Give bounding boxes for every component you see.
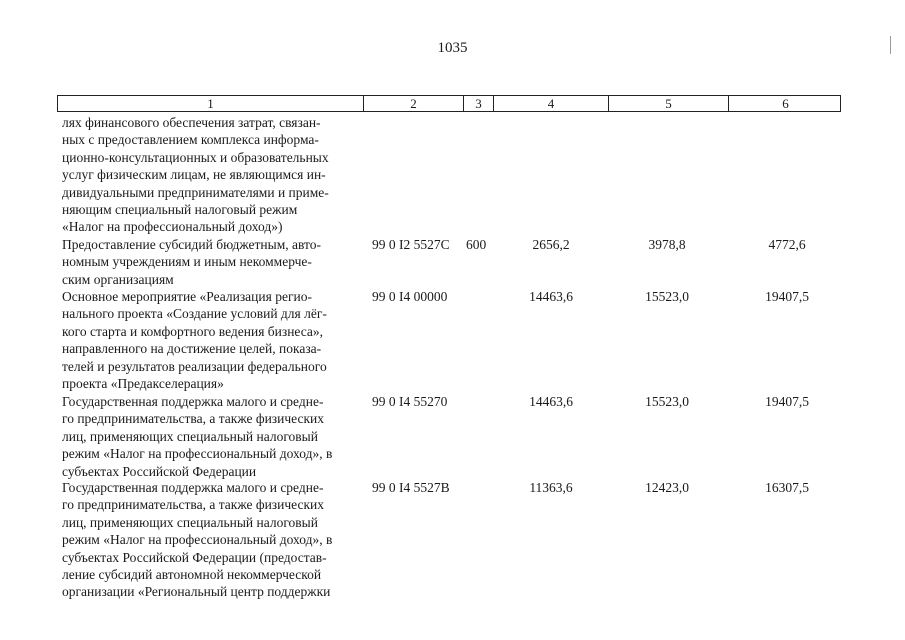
row-name: [62, 114, 358, 236]
row-value-col6: 16307,5: [765, 480, 809, 495]
row-expense-type: 600: [466, 237, 487, 252]
row-value-col6: 19407,5: [765, 289, 809, 304]
row-name-line: Государственная поддержка малого и средне-: [62, 394, 324, 409]
row-name-line: лях финансового обеспечения затрат, связан-: [62, 115, 321, 130]
row-name-line: ление субсидий автономной некоммерческой: [62, 567, 322, 583]
row-name-line: лиц, применяющих специальный налоговый: [62, 514, 318, 530]
row-name-line: нального проекта «Создание условий для лёг-: [62, 306, 327, 322]
row-name-line: режим «Налог на профессиональный доход», в: [62, 532, 333, 548]
row-name-line: ных с предоставлением комплекса информа-: [62, 132, 319, 148]
row-code: 99 0 I2 5527C: [372, 237, 450, 252]
row-code: 99 0 I4 55270: [372, 394, 448, 409]
header-col-5: 5: [608, 96, 728, 111]
row-name-line: номным учреждениям и иным некоммерче-: [62, 254, 312, 270]
row-name-line: организации «Региональный центр поддержки: [62, 584, 331, 600]
row-code: 99 0 I4 00000: [372, 289, 448, 304]
row-value-col4: 14463,6: [529, 394, 573, 409]
row-value-col4: 14463,6: [529, 289, 573, 304]
page-number: 1035: [437, 40, 468, 56]
row-name-line: Предоставление субсидий бюджетным, авто-: [62, 237, 321, 252]
row-name-line: кого старта и комфортного ведения бизнеса»,: [62, 323, 324, 339]
row-value-col4: 11363,6: [529, 480, 573, 495]
table-header-row: [57, 95, 841, 112]
row-value-col5: 3978,8: [648, 237, 686, 252]
row-value-col6: 4772,6: [768, 237, 806, 252]
row-code: 99 0 I4 5527B: [372, 480, 450, 495]
row-name-line: Государственная поддержка малого и средне-: [62, 480, 324, 495]
row-name-line: го предпринимательства, а также физических: [62, 411, 325, 427]
row-name-line: «Налог на профессиональный доход»): [62, 219, 283, 235]
header-col-2: 2: [363, 96, 463, 111]
row-name-line: услуг физическим лицам, не являющимся ин-: [62, 167, 326, 183]
row-name: [62, 288, 358, 392]
row-name-line: телей и результатов реализации федерального: [62, 358, 327, 374]
row-name-line: ционно-консультационных и образовательных: [62, 149, 329, 165]
row-name-line: ским организациям: [62, 271, 174, 287]
row-value-col5: 15523,0: [645, 394, 689, 409]
header-col-4: 4: [493, 96, 608, 111]
row-name-line: субъектах Российской Федерации: [62, 463, 257, 479]
row-name: [62, 393, 358, 480]
row-name-line: Основное мероприятие «Реализация регио-: [62, 289, 312, 304]
row-name-line: направленного на достижение целей, показа-: [62, 341, 322, 357]
row-name-line: проекта «Предакселерация»: [62, 376, 224, 392]
row-name: [62, 236, 358, 288]
row-name-line: режим «Налог на профессиональный доход», в: [62, 446, 333, 462]
header-col-3: 3: [463, 96, 493, 111]
row-name-line: няющим специальный налоговый режим: [62, 202, 298, 218]
header-col-6: 6: [728, 96, 842, 111]
row-name-line: дивидуальными предпринимателями и приме-: [62, 184, 329, 200]
row-value-col6: 19407,5: [765, 394, 809, 409]
row-name-line: го предпринимательства, а также физических: [62, 497, 325, 513]
row-name-line: лиц, применяющих специальный налоговый: [62, 428, 318, 444]
scan-edge-mark: [890, 36, 891, 54]
row-value-col5: 15523,0: [645, 289, 689, 304]
row-value-col5: 12423,0: [645, 480, 689, 495]
row-value-col4: 2656,2: [532, 237, 570, 252]
header-col-1: 1: [207, 96, 214, 111]
row-name-line: субъектах Российской Федерации (предостав-: [62, 549, 327, 565]
row-name: [62, 479, 358, 601]
